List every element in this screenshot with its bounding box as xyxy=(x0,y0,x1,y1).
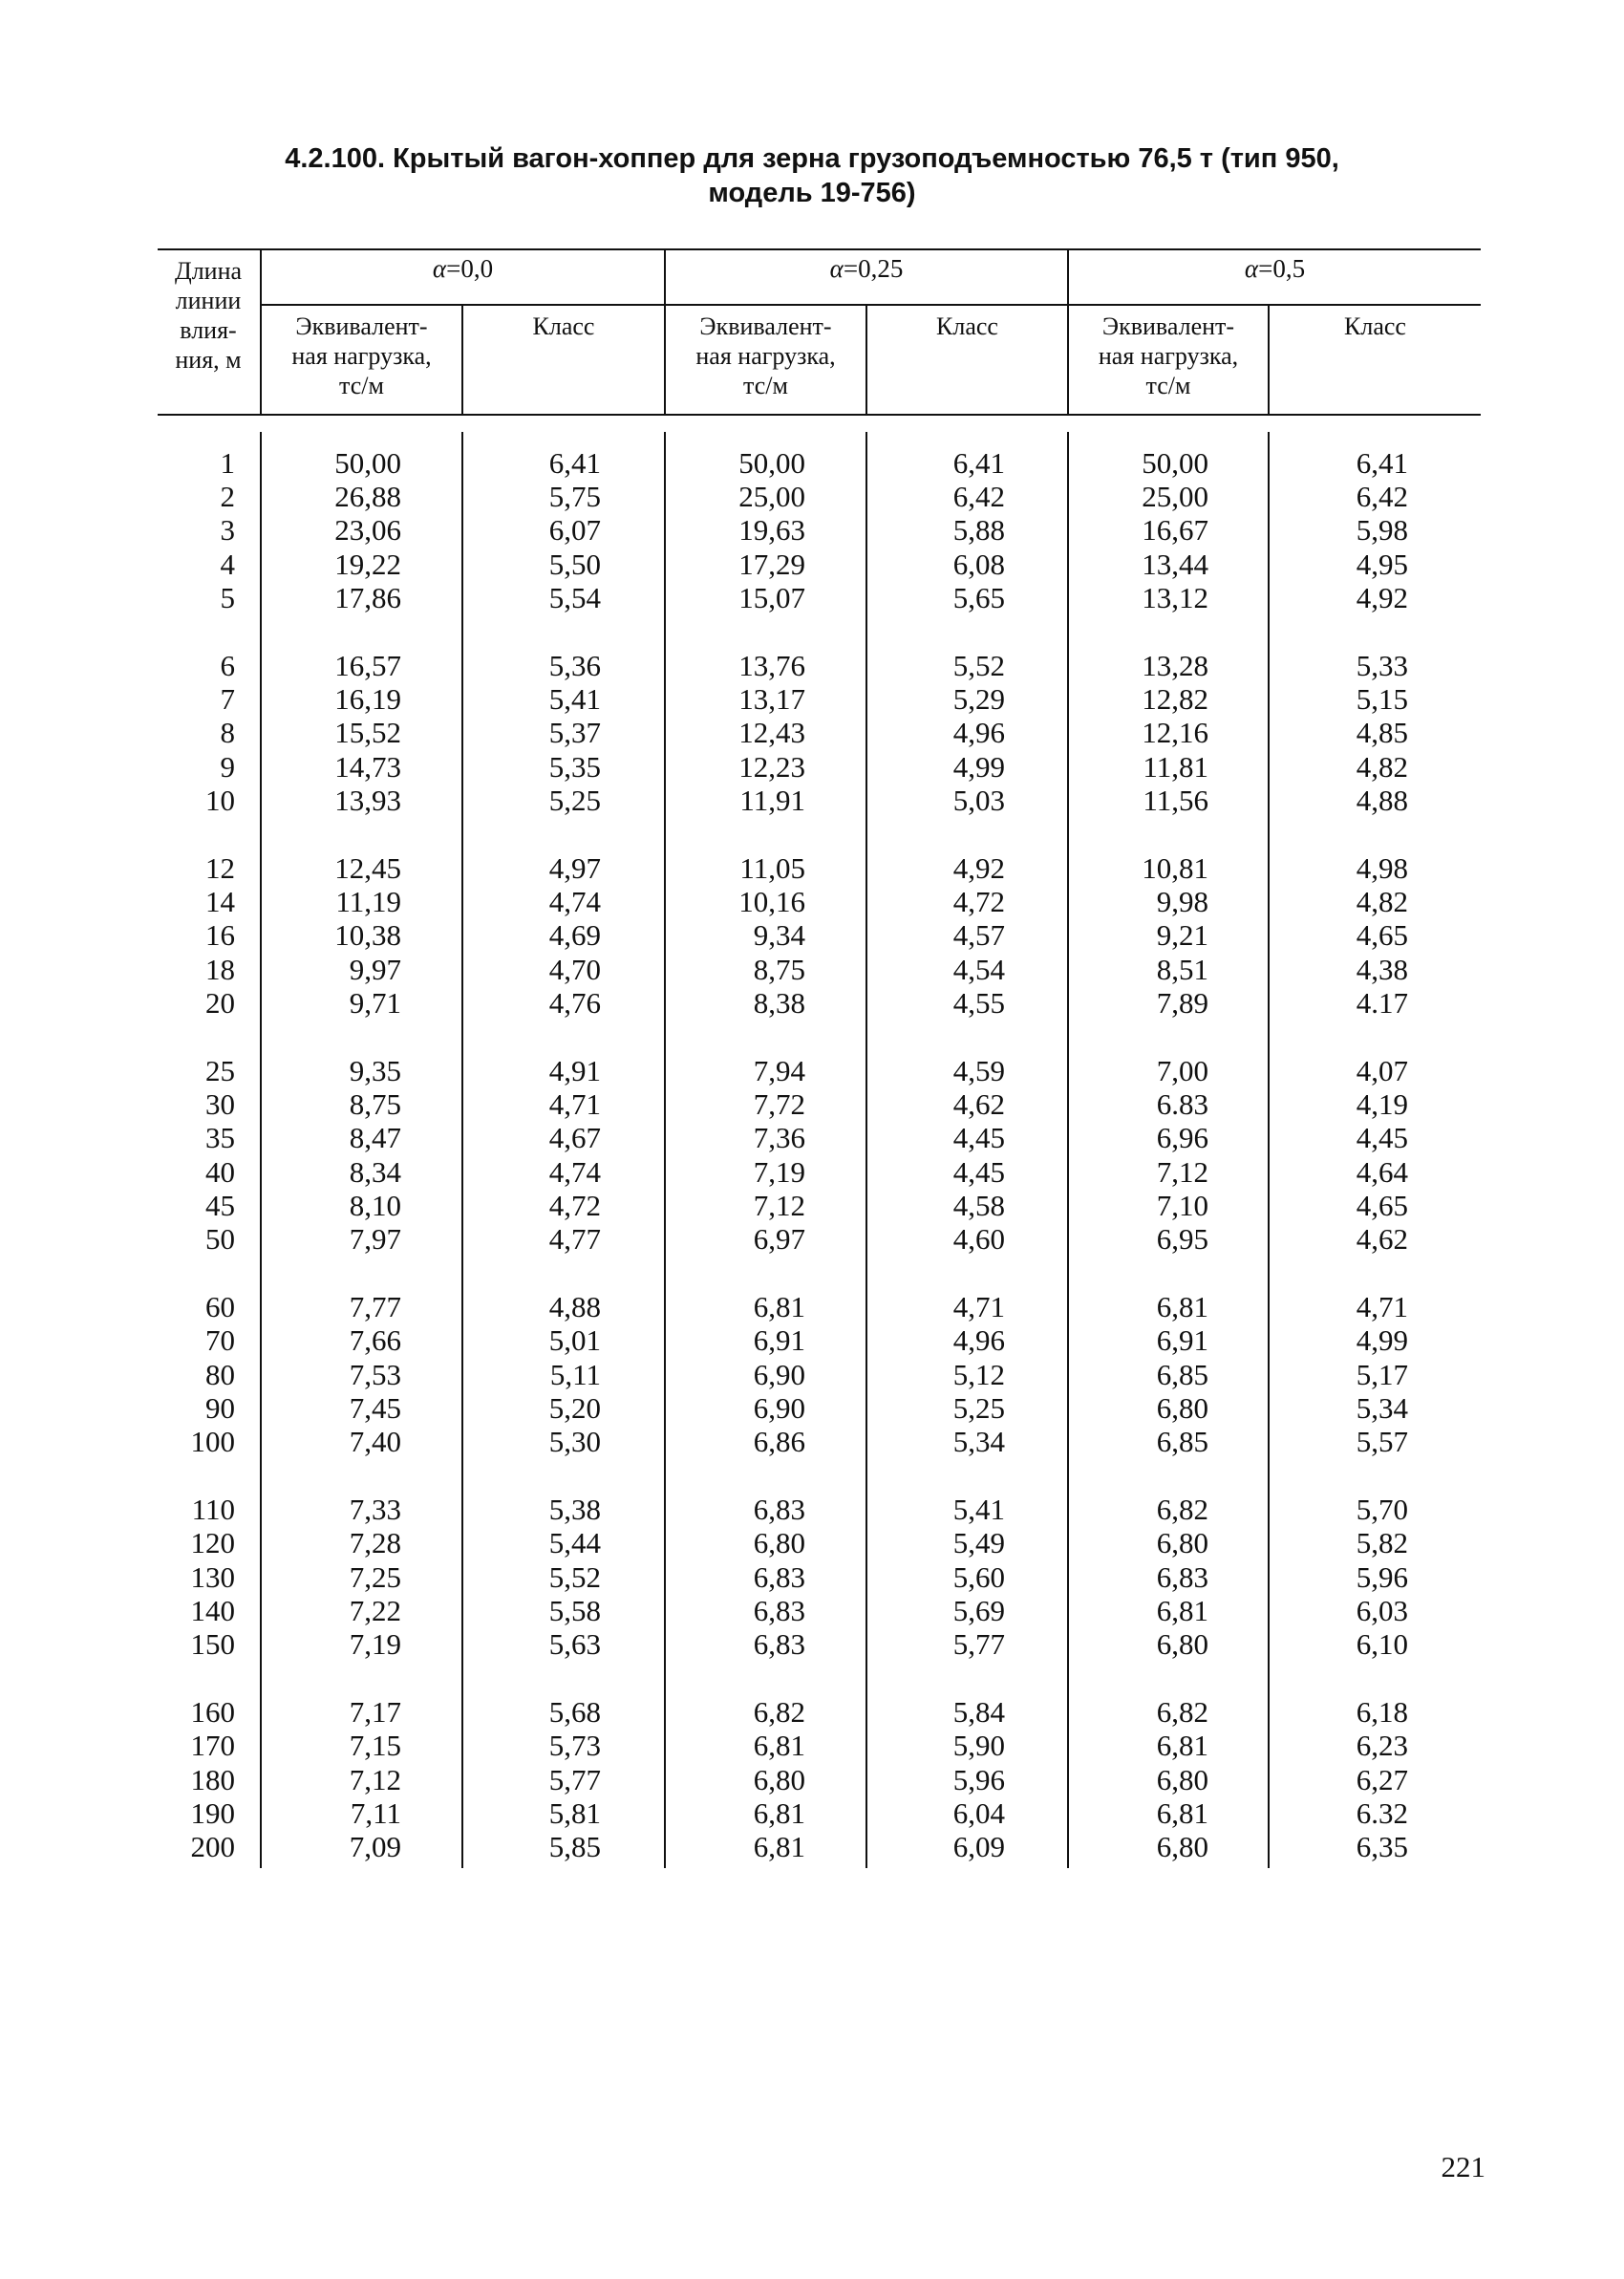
cell-class-a0: 4,72 xyxy=(548,1189,601,1222)
cell-class-a0: 5,54 xyxy=(548,581,601,614)
cell-load-a0: 50,00 xyxy=(334,446,401,480)
cell-class-a05: 4,45 xyxy=(1356,1121,1408,1154)
cell-class-a05: 5,17 xyxy=(1356,1358,1408,1391)
cell-length: 120 xyxy=(190,1526,235,1559)
cell-length: 70 xyxy=(205,1323,235,1357)
cell-class-a025: 4,45 xyxy=(952,1155,1005,1189)
cell-class-a05: 4,71 xyxy=(1356,1290,1408,1323)
cell-class-a025: 5,25 xyxy=(952,1391,1005,1425)
cell-length: 90 xyxy=(205,1391,235,1425)
cell-length: 1 xyxy=(220,446,235,480)
header-length-line-2: линии xyxy=(175,287,242,314)
cell-load-a05: 8,51 xyxy=(1156,953,1208,986)
cell-load-a025: 7,94 xyxy=(753,1054,805,1087)
subheader-load-line-1: Эквивалент- xyxy=(295,312,428,340)
cell-length: 50 xyxy=(205,1222,235,1256)
cell-class-a025: 6,42 xyxy=(952,480,1005,513)
cell-load-a0: 13,93 xyxy=(334,784,401,817)
cell-load-a025: 11,05 xyxy=(739,851,805,885)
cell-class-a0: 4,69 xyxy=(548,918,601,952)
cell-class-a0: 5,73 xyxy=(548,1729,601,1762)
cell-load-a025: 6,86 xyxy=(753,1425,805,1458)
cell-load-a025: 13,76 xyxy=(738,649,805,682)
cell-class-a025: 4,60 xyxy=(952,1222,1005,1256)
cell-class-a05: 4,07 xyxy=(1356,1054,1408,1087)
cell-load-a0: 9,35 xyxy=(349,1054,401,1087)
cell-load-a0: 7,12 xyxy=(349,1763,401,1796)
alpha-group-1 xyxy=(666,254,1067,283)
alpha-value: =0,25 xyxy=(843,254,904,283)
cell-load-a0: 16,57 xyxy=(334,649,401,682)
cell-load-a0: 15,52 xyxy=(334,716,401,749)
cell-load-a025: 6,81 xyxy=(753,1290,805,1323)
cell-class-a05: 6.32 xyxy=(1356,1796,1408,1830)
cell-length: 9 xyxy=(220,750,235,784)
cell-class-a05: 5,70 xyxy=(1356,1493,1408,1526)
cell-class-a05: 4,64 xyxy=(1356,1155,1408,1189)
cell-class-a05: 5,34 xyxy=(1356,1391,1408,1425)
cell-load-a025: 6,82 xyxy=(753,1695,805,1729)
cell-class-a0: 5,37 xyxy=(548,716,601,749)
cell-class-a0: 5,52 xyxy=(548,1560,601,1594)
cell-class-a0: 5,20 xyxy=(548,1391,601,1425)
cell-load-a05: 6,80 xyxy=(1156,1627,1208,1661)
cell-load-a025: 11,91 xyxy=(739,784,805,817)
cell-load-a0: 7,22 xyxy=(349,1594,401,1627)
cell-load-a05: 12,16 xyxy=(1142,716,1208,749)
cell-load-a05: 7,89 xyxy=(1156,986,1208,1020)
cell-class-a0: 4,76 xyxy=(548,986,601,1020)
cell-length: 25 xyxy=(205,1054,235,1087)
cell-class-a025: 4,99 xyxy=(952,750,1005,784)
cell-load-a025: 6,90 xyxy=(753,1358,805,1391)
cell-load-a05: 6,80 xyxy=(1156,1391,1208,1425)
cell-load-a05: 6,80 xyxy=(1156,1526,1208,1559)
cell-load-a025: 6,97 xyxy=(753,1222,805,1256)
cell-load-a0: 19,22 xyxy=(334,548,401,581)
cell-class-a05: 6,03 xyxy=(1356,1594,1408,1627)
cell-class-a05: 4,38 xyxy=(1356,953,1408,986)
cell-load-a025: 8,38 xyxy=(753,986,805,1020)
cell-load-a025: 7,36 xyxy=(753,1121,805,1154)
header-length-line-1: Длина xyxy=(174,257,243,285)
cell-load-a0: 7,77 xyxy=(349,1290,401,1323)
cell-class-a05: 4,85 xyxy=(1356,716,1408,749)
cell-load-a05: 6,83 xyxy=(1156,1560,1208,1594)
cell-load-a0: 16,19 xyxy=(334,682,401,716)
cell-class-a025: 4,62 xyxy=(952,1087,1005,1121)
cell-load-a05: 6,82 xyxy=(1156,1695,1208,1729)
cell-load-a025: 6,81 xyxy=(753,1796,805,1830)
cell-class-a025: 5,65 xyxy=(952,581,1005,614)
cell-load-a05: 6,80 xyxy=(1156,1830,1208,1863)
cell-class-a0: 5,38 xyxy=(548,1493,601,1526)
cell-class-a0: 5,50 xyxy=(548,548,601,581)
cell-load-a025: 10,16 xyxy=(738,885,805,918)
cell-load-a025: 7,19 xyxy=(753,1155,805,1189)
body-vrule xyxy=(1268,432,1270,1868)
table-title-line-1: 4.2.100. Крытый вагон-хоппер для зерна грузоподъемностью 76,5 т (тип 950, xyxy=(285,143,1339,174)
cell-class-a0: 5,01 xyxy=(548,1323,601,1357)
cell-class-a05: 4,95 xyxy=(1356,548,1408,581)
cell-load-a05: 16,67 xyxy=(1142,513,1208,547)
cell-class-a0: 4,91 xyxy=(548,1054,601,1087)
cell-load-a0: 7,25 xyxy=(349,1560,401,1594)
cell-class-a025: 6,08 xyxy=(952,548,1005,581)
cell-load-a0: 7,66 xyxy=(349,1323,401,1357)
cell-class-a05: 4,98 xyxy=(1356,851,1408,885)
cell-load-a05: 6,81 xyxy=(1156,1290,1208,1323)
cell-load-a0: 7,53 xyxy=(349,1358,401,1391)
cell-class-a0: 4,71 xyxy=(548,1087,601,1121)
cell-class-a025: 5,41 xyxy=(952,1493,1005,1526)
cell-load-a0: 7,45 xyxy=(349,1391,401,1425)
cell-length: 200 xyxy=(190,1830,235,1863)
cell-class-a05: 5,33 xyxy=(1356,649,1408,682)
cell-class-a025: 5,12 xyxy=(952,1358,1005,1391)
cell-load-a05: 6,91 xyxy=(1156,1323,1208,1357)
cell-class-a0: 5,30 xyxy=(548,1425,601,1458)
alpha-value: =0,0 xyxy=(446,254,494,283)
cell-load-a025: 25,00 xyxy=(738,480,805,513)
cell-class-a0: 4,77 xyxy=(548,1222,601,1256)
cell-load-a0: 8,75 xyxy=(349,1087,401,1121)
cell-class-a0: 5,11 xyxy=(549,1358,601,1391)
cell-load-a05: 25,00 xyxy=(1142,480,1208,513)
subheader-class: Класс xyxy=(1344,312,1406,340)
body-vrule xyxy=(664,432,666,1868)
cell-length: 60 xyxy=(205,1290,235,1323)
cell-class-a05: 4,92 xyxy=(1356,581,1408,614)
page-number: 221 xyxy=(1441,2150,1485,2183)
cell-length: 130 xyxy=(190,1560,235,1594)
cell-class-a025: 5,96 xyxy=(952,1763,1005,1796)
cell-class-a0: 4,70 xyxy=(548,953,601,986)
alpha-symbol: α xyxy=(829,254,844,283)
cell-length: 170 xyxy=(190,1729,235,1762)
cell-load-a05: 9,98 xyxy=(1156,885,1208,918)
cell-load-a025: 6,80 xyxy=(753,1526,805,1559)
table-title-line-2: модель 19-756) xyxy=(708,178,916,208)
cell-class-a05: 4,62 xyxy=(1356,1222,1408,1256)
cell-length: 35 xyxy=(205,1121,235,1154)
cell-load-a0: 26,88 xyxy=(334,480,401,513)
cell-class-a025: 4,57 xyxy=(952,918,1005,952)
cell-load-a0: 7,11 xyxy=(350,1796,401,1830)
subheader-load-line-3: тс/м xyxy=(339,372,384,399)
cell-load-a0: 12,45 xyxy=(334,851,401,885)
cell-load-a025: 17,29 xyxy=(738,548,805,581)
cell-class-a025: 5,34 xyxy=(952,1425,1005,1458)
cell-length: 16 xyxy=(205,918,235,952)
cell-load-a0: 8,47 xyxy=(349,1121,401,1154)
alpha-group-0 xyxy=(262,254,664,283)
body-vrule xyxy=(461,432,463,1868)
cell-class-a025: 4,45 xyxy=(952,1121,1005,1154)
cell-load-a05: 11,81 xyxy=(1143,750,1208,784)
cell-load-a025: 7,72 xyxy=(753,1087,805,1121)
cell-class-a0: 5,77 xyxy=(548,1763,601,1796)
cell-class-a025: 6,04 xyxy=(952,1796,1005,1830)
cell-load-a05: 6,81 xyxy=(1156,1796,1208,1830)
cell-load-a05: 6,96 xyxy=(1156,1121,1208,1154)
cell-class-a05: 4,19 xyxy=(1356,1087,1408,1121)
cell-load-a05: 7,12 xyxy=(1156,1155,1208,1189)
cell-load-a05: 6,85 xyxy=(1156,1425,1208,1458)
cell-load-a05: 6.83 xyxy=(1156,1087,1208,1121)
cell-length: 100 xyxy=(190,1425,235,1458)
cell-load-a0: 7,19 xyxy=(349,1627,401,1661)
cell-length: 5 xyxy=(220,581,235,614)
cell-class-a05: 4,82 xyxy=(1356,885,1408,918)
cell-load-a05: 13,28 xyxy=(1142,649,1208,682)
cell-length: 12 xyxy=(205,851,235,885)
header-divider-rule xyxy=(260,304,1481,306)
cell-load-a025: 8,75 xyxy=(753,953,805,986)
cell-length: 30 xyxy=(205,1087,235,1121)
cell-load-a025: 6,83 xyxy=(753,1627,805,1661)
cell-length: 180 xyxy=(190,1763,235,1796)
cell-length: 45 xyxy=(205,1189,235,1222)
cell-load-a05: 6,81 xyxy=(1156,1594,1208,1627)
cell-class-a0: 5,85 xyxy=(548,1830,601,1863)
cell-class-a0: 4,97 xyxy=(548,851,601,885)
cell-class-a025: 5,29 xyxy=(952,682,1005,716)
alpha-symbol: α xyxy=(432,254,447,283)
cell-load-a0: 9,97 xyxy=(349,953,401,986)
header-length-line-3: влия- xyxy=(180,316,237,344)
cell-load-a05: 6,85 xyxy=(1156,1358,1208,1391)
cell-class-a0: 5,58 xyxy=(548,1594,601,1627)
cell-load-a05: 6,81 xyxy=(1156,1729,1208,1762)
cell-class-a025: 4,54 xyxy=(952,953,1005,986)
subheader-load-line-3: тс/м xyxy=(743,372,788,399)
cell-class-a0: 5,35 xyxy=(548,750,601,784)
cell-class-a025: 4,71 xyxy=(952,1290,1005,1323)
cell-length: 160 xyxy=(190,1695,235,1729)
cell-load-a0: 7,15 xyxy=(349,1729,401,1762)
cell-load-a05: 6,80 xyxy=(1156,1763,1208,1796)
cell-load-a0: 7,33 xyxy=(349,1493,401,1526)
cell-class-a05: 4,99 xyxy=(1356,1323,1408,1357)
cell-load-a05: 11,56 xyxy=(1143,784,1208,817)
cell-class-a0: 5,25 xyxy=(548,784,601,817)
cell-class-a05: 6,42 xyxy=(1356,480,1408,513)
cell-class-a025: 5,77 xyxy=(952,1627,1005,1661)
cell-class-a05: 4,65 xyxy=(1356,918,1408,952)
cell-class-a05: 6,10 xyxy=(1356,1627,1408,1661)
cell-class-a025: 5,69 xyxy=(952,1594,1005,1627)
cell-load-a025: 7,12 xyxy=(753,1189,805,1222)
cell-class-a025: 4,92 xyxy=(952,851,1005,885)
subheader-load-line-3: тс/м xyxy=(1145,372,1191,399)
cell-class-a05: 6,18 xyxy=(1356,1695,1408,1729)
cell-load-a05: 9,21 xyxy=(1156,918,1208,952)
cell-load-a0: 10,38 xyxy=(334,918,401,952)
cell-load-a0: 7,09 xyxy=(349,1830,401,1863)
cell-class-a025: 4,96 xyxy=(952,716,1005,749)
cell-load-a025: 13,17 xyxy=(738,682,805,716)
cell-class-a025: 4,55 xyxy=(952,986,1005,1020)
cell-class-a025: 4,72 xyxy=(952,885,1005,918)
subheader-load-line-2: ная нагрузка, xyxy=(291,342,432,370)
cell-load-a025: 6,91 xyxy=(753,1323,805,1357)
cell-class-a0: 5,41 xyxy=(548,682,601,716)
cell-class-a0: 5,44 xyxy=(548,1526,601,1559)
cell-class-a025: 5,84 xyxy=(952,1695,1005,1729)
table-top-rule xyxy=(158,248,1481,250)
cell-class-a025: 4,59 xyxy=(952,1054,1005,1087)
cell-load-a025: 12,23 xyxy=(738,750,805,784)
cell-class-a025: 5,03 xyxy=(952,784,1005,817)
cell-class-a05: 4,88 xyxy=(1356,784,1408,817)
cell-load-a025: 12,43 xyxy=(738,716,805,749)
cell-class-a05: 4,82 xyxy=(1356,750,1408,784)
cell-class-a025: 5,60 xyxy=(952,1560,1005,1594)
cell-class-a0: 5,68 xyxy=(548,1695,601,1729)
subheader-class: Класс xyxy=(936,312,998,340)
cell-load-a0: 7,28 xyxy=(349,1526,401,1559)
cell-load-a05: 50,00 xyxy=(1142,446,1208,480)
cell-class-a0: 4,74 xyxy=(548,1155,601,1189)
cell-load-a05: 6,95 xyxy=(1156,1222,1208,1256)
alpha-group-2 xyxy=(1069,254,1481,283)
cell-length: 10 xyxy=(205,784,235,817)
cell-length: 4 xyxy=(220,548,235,581)
cell-load-a025: 9,34 xyxy=(753,918,805,952)
cell-class-a0: 5,36 xyxy=(548,649,601,682)
cell-class-a0: 6,41 xyxy=(548,446,601,480)
cell-class-a0: 4,74 xyxy=(548,885,601,918)
cell-load-a025: 6,81 xyxy=(753,1729,805,1762)
cell-class-a0: 6,07 xyxy=(548,513,601,547)
cell-class-a0: 4,67 xyxy=(548,1121,601,1154)
alpha-value: =0,5 xyxy=(1258,254,1306,283)
cell-load-a025: 6,81 xyxy=(753,1830,805,1863)
cell-load-a025: 6,83 xyxy=(753,1560,805,1594)
cell-length: 20 xyxy=(205,986,235,1020)
cell-load-a0: 7,40 xyxy=(349,1425,401,1458)
cell-load-a05: 12,82 xyxy=(1142,682,1208,716)
subheader-load-line-2: ная нагрузка, xyxy=(695,342,836,370)
cell-load-a0: 8,10 xyxy=(349,1189,401,1222)
subheader-load-line-2: ная нагрузка, xyxy=(1098,342,1239,370)
cell-class-a0: 5,63 xyxy=(548,1627,601,1661)
cell-class-a025: 6,09 xyxy=(952,1830,1005,1863)
cell-length: 6 xyxy=(220,649,235,682)
cell-length: 8 xyxy=(220,716,235,749)
cell-class-a0: 4,88 xyxy=(548,1290,601,1323)
cell-length: 80 xyxy=(205,1358,235,1391)
body-vrule xyxy=(865,432,867,1868)
cell-class-a025: 4,96 xyxy=(952,1323,1005,1357)
cell-load-a025: 15,07 xyxy=(738,581,805,614)
body-vrule xyxy=(1067,432,1069,1868)
cell-load-a025: 6,83 xyxy=(753,1493,805,1526)
cell-class-a05: 5,57 xyxy=(1356,1425,1408,1458)
subheader-load-line-1: Эквивалент- xyxy=(1101,312,1235,340)
cell-class-a05: 4.17 xyxy=(1356,986,1408,1020)
cell-load-a05: 7,10 xyxy=(1156,1189,1208,1222)
cell-class-a05: 6,27 xyxy=(1356,1763,1408,1796)
cell-class-a05: 6,41 xyxy=(1356,446,1408,480)
cell-length: 140 xyxy=(190,1594,235,1627)
cell-length: 110 xyxy=(191,1493,235,1526)
cell-length: 14 xyxy=(205,885,235,918)
cell-class-a05: 5,82 xyxy=(1356,1526,1408,1559)
cell-load-a025: 6,90 xyxy=(753,1391,805,1425)
cell-load-a0: 8,34 xyxy=(349,1155,401,1189)
cell-load-a05: 10,81 xyxy=(1142,851,1208,885)
cell-load-a0: 17,86 xyxy=(334,581,401,614)
cell-length: 7 xyxy=(220,682,235,716)
cell-class-a05: 5,96 xyxy=(1356,1560,1408,1594)
cell-class-a05: 5,98 xyxy=(1356,513,1408,547)
cell-class-a05: 6,35 xyxy=(1356,1830,1408,1863)
cell-length: 190 xyxy=(190,1796,235,1830)
cell-class-a0: 5,75 xyxy=(548,480,601,513)
cell-class-a05: 6,23 xyxy=(1356,1729,1408,1762)
cell-load-a025: 50,00 xyxy=(738,446,805,480)
cell-load-a05: 13,44 xyxy=(1142,548,1208,581)
cell-class-a025: 4,58 xyxy=(952,1189,1005,1222)
cell-class-a025: 5,90 xyxy=(952,1729,1005,1762)
cell-class-a0: 5,81 xyxy=(548,1796,601,1830)
subheader-class: Класс xyxy=(532,312,595,340)
cell-load-a05: 7,00 xyxy=(1156,1054,1208,1087)
cell-load-a05: 13,12 xyxy=(1142,581,1208,614)
subheader-load-line-1: Эквивалент- xyxy=(699,312,832,340)
cell-load-a025: 19,63 xyxy=(738,513,805,547)
cell-length: 2 xyxy=(220,480,235,513)
cell-load-a0: 14,73 xyxy=(334,750,401,784)
cell-load-a05: 6,82 xyxy=(1156,1493,1208,1526)
cell-load-a0: 9,71 xyxy=(349,986,401,1020)
cell-class-a025: 5,88 xyxy=(952,513,1005,547)
cell-class-a025: 5,52 xyxy=(952,649,1005,682)
header-length-line-4: ния, м xyxy=(175,346,242,374)
cell-length: 3 xyxy=(220,513,235,547)
cell-length: 18 xyxy=(205,953,235,986)
cell-load-a0: 23,06 xyxy=(334,513,401,547)
cell-class-a05: 5,15 xyxy=(1356,682,1408,716)
body-vrule xyxy=(260,432,262,1868)
cell-class-a025: 5,49 xyxy=(952,1526,1005,1559)
cell-load-a025: 6,83 xyxy=(753,1594,805,1627)
alpha-symbol: α xyxy=(1244,254,1259,283)
cell-load-a0: 7,17 xyxy=(349,1695,401,1729)
cell-length: 150 xyxy=(190,1627,235,1661)
cell-load-a0: 7,97 xyxy=(349,1222,401,1256)
cell-class-a05: 4,65 xyxy=(1356,1189,1408,1222)
cell-class-a025: 6,41 xyxy=(952,446,1005,480)
cell-load-a0: 11,19 xyxy=(335,885,401,918)
cell-load-a025: 6,80 xyxy=(753,1763,805,1796)
header-bottom-rule xyxy=(158,414,1481,416)
cell-length: 40 xyxy=(205,1155,235,1189)
